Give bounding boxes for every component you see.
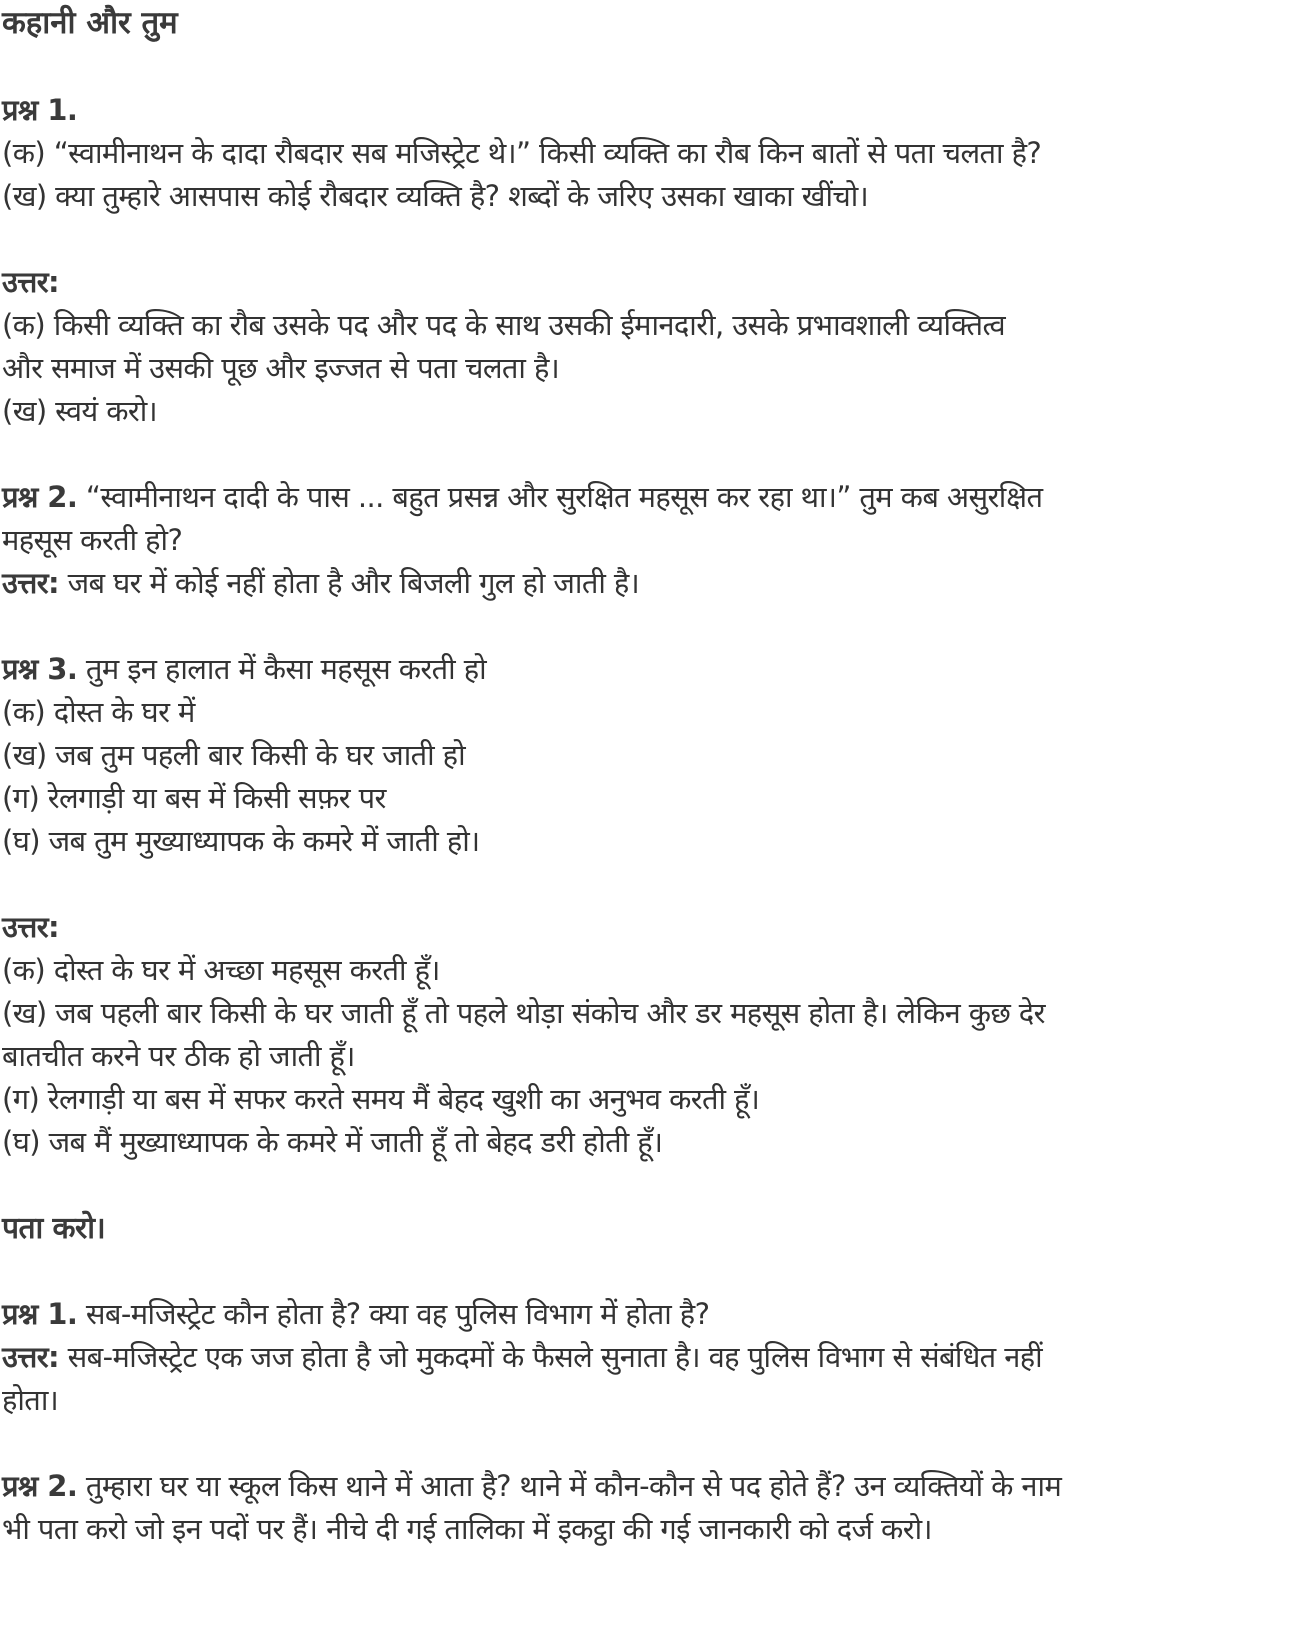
answer-1 xyxy=(2,261,1290,433)
answer-part-gha: (घ) जब मैं मुख्याध्यापक के कमरे में जाती हूँ तो बेहद डरी होती हूँ। xyxy=(2,1125,663,1159)
question-part-ka: (क) दोस्त के घर में xyxy=(2,695,195,729)
spacer xyxy=(2,863,1290,906)
question-part-gha: (घ) जब तुम मुख्याध्यापक के कमरे में जाती हो। xyxy=(2,824,480,858)
answer-part-kha: (ख) स्वयं करो। xyxy=(2,394,158,428)
question-2 xyxy=(2,476,1290,605)
answer-3 xyxy=(2,906,1290,1164)
spacer xyxy=(2,1250,1290,1293)
find-out-question-2 xyxy=(2,1465,1290,1551)
spacer xyxy=(2,1422,1290,1465)
answer-label: उत्तर: xyxy=(2,910,59,944)
question-text: “स्वामीनाथन दादी के पास ... बहुत प्रसन्न और सुरक्षित महसूस कर रहा था।” तुम कब असुरक्षित xyxy=(77,480,1043,514)
answer-part-ka-cont: और समाज में उसकी पूछ और इज्जत से पता चलता है। xyxy=(2,351,560,385)
question-text-cont: भी पता करो जो इन पदों पर हैं। नीचे दी गई तालिका में इकट्ठा की गई जानकारी को दर्ज करो। xyxy=(2,1512,932,1546)
document-page xyxy=(0,2,1290,1551)
answer-text: सब-मजिस्ट्रेट एक जज होता है जो मुकदमों के फैसले सुनाता है। वह पुलिस विभाग से संबंधित नहीं xyxy=(59,1340,1043,1374)
question-part-ka: (क) “स्वामीनाथन के दादा रौबदार सब मजिस्ट्रेट थे।” किसी व्यक्ति का रौब किन बातों से पता चलता है? xyxy=(2,136,1042,170)
answer-part-kha-cont: बातचीत करने पर ठीक हो जाती हूँ। xyxy=(2,1039,355,1073)
question-label: प्रश्न 2. xyxy=(2,1469,78,1503)
answer-part-ga: (ग) रेलगाड़ी या बस में सफर करते समय मैं बेहद खुशी का अनुभव करती हूँ। xyxy=(2,1082,760,1116)
answer-label: उत्तर: xyxy=(2,566,59,600)
question-part-ga: (ग) रेलगाड़ी या बस में किसी सफ़र पर xyxy=(2,781,386,815)
answer-part-ka: (क) दोस्त के घर में अच्छा महसूस करती हूँ। xyxy=(2,953,440,987)
spacer xyxy=(2,433,1290,476)
question-text: सब-मजिस्ट्रेट कौन होता है? क्या वह पुलिस विभाग में होता है? xyxy=(77,1297,710,1331)
answer-label: उत्तर: xyxy=(2,265,59,299)
question-1 xyxy=(2,89,1290,218)
spacer xyxy=(2,45,1290,89)
answer-text: जब घर में कोई नहीं होता है और बिजली गुल हो जाती है। xyxy=(59,566,640,600)
question-part-kha: (ख) क्या तुम्हारे आसपास कोई रौबदार व्यक्ति है? शब्दों के जरिए उसका खाका खींचो। xyxy=(2,179,869,213)
section-heading: पता करो। xyxy=(2,1211,106,1246)
page-title: कहानी और तुम xyxy=(2,5,178,41)
question-label: प्रश्न 1. xyxy=(2,1297,78,1331)
find-out-question-1 xyxy=(2,1293,1290,1422)
answer-label: उत्तर: xyxy=(2,1340,59,1374)
answer-text-cont: होता। xyxy=(2,1383,59,1417)
answer-part-kha: (ख) जब पहली बार किसी के घर जाती हूँ तो पहले थोड़ा संकोच और डर महसूस होता है। लेकिन कुछ देर xyxy=(2,996,1045,1030)
question-label: प्रश्न 3. xyxy=(2,652,78,686)
question-text: तुम इन हालात में कैसा महसूस करती हो xyxy=(77,652,487,686)
answer-part-ka: (क) किसी व्यक्ति का रौब उसके पद और पद के साथ उसकी ईमानदारी, उसके प्रभावशाली व्यक्तित्व xyxy=(2,308,1006,342)
question-text-cont: महसूस करती हो? xyxy=(2,523,183,557)
spacer xyxy=(2,218,1290,261)
question-3 xyxy=(2,648,1290,863)
question-part-kha: (ख) जब तुम पहली बार किसी के घर जाती हो xyxy=(2,738,465,772)
spacer xyxy=(2,605,1290,648)
question-text: तुम्हारा घर या स्कूल किस थाने में आता है? थाने में कौन-कौन से पद होते हैं? उन व्यक्तियों के नाम xyxy=(77,1469,1062,1503)
question-label: प्रश्न 2. xyxy=(2,480,78,514)
spacer xyxy=(2,1164,1290,1207)
question-label: प्रश्न 1. xyxy=(2,93,78,127)
